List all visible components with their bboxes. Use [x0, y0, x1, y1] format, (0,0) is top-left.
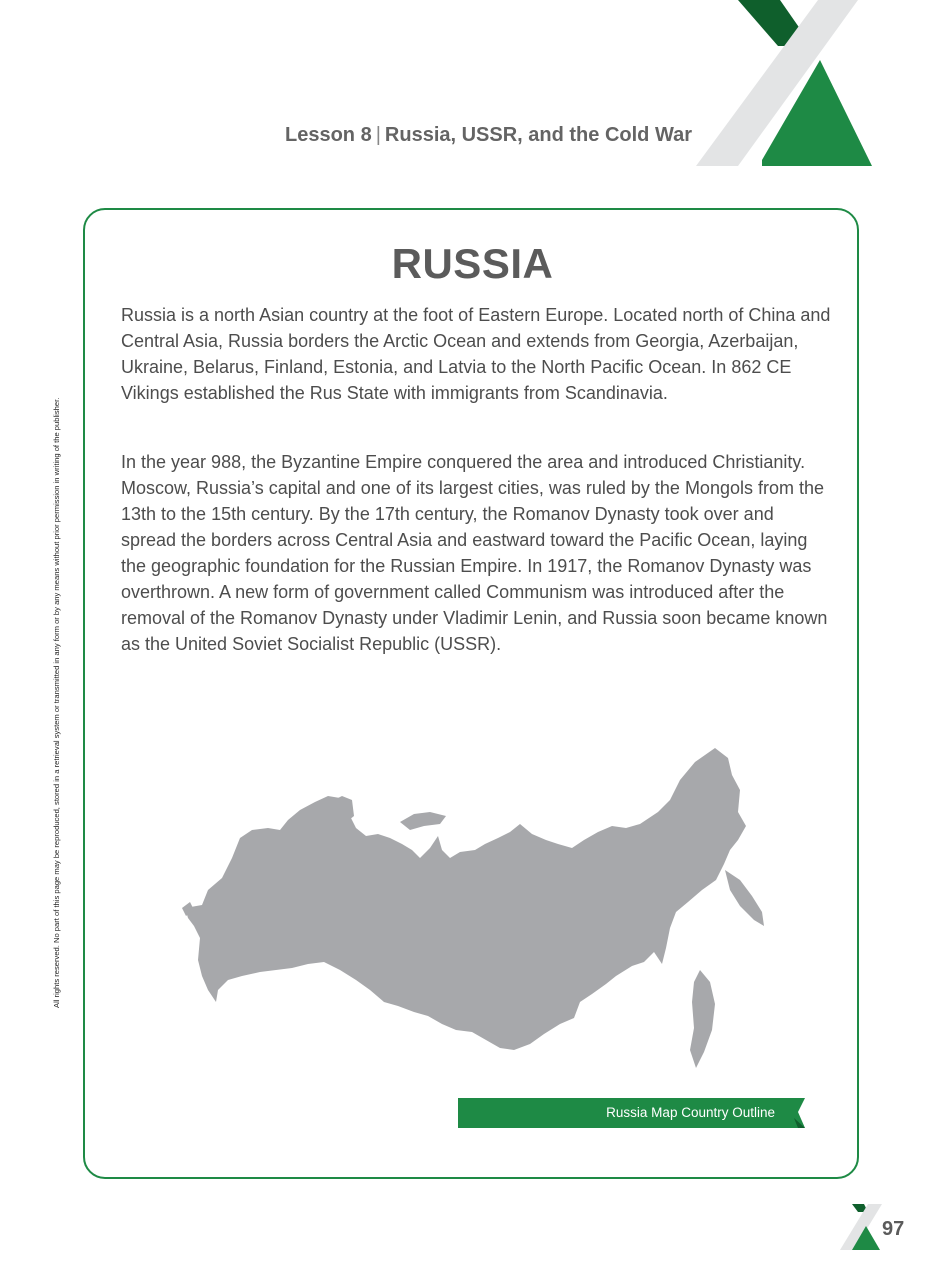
russia-map	[180, 740, 770, 1070]
paragraph-intro: Russia is a north Asian country at the foot of Eastern Europe. Located north of China and Central Asia, Russia borders the Arctic Ocean and extends from Georgia, Azerbaijan, Ukraine, Belarus, Finland, Estonia, and Latvia to the North Pacific Ocean. In 862 CE Vikings established the Rus State with immigrants from Scandinavia.	[121, 305, 831, 403]
page-logo-icon	[838, 1204, 886, 1252]
map-caption: Russia Map Country Outline	[606, 1105, 775, 1120]
paragraph-history: In the year 988, the Byzantine Empire conquered the area and introduced Christianity. Moscow, Russia’s capital and one of its largest cities, was ruled by the Mongols from the 13th to the 15th century. By the 17th century, the Romanov Dynasty took over and spread the borders across Central Asia and eastward toward the Pacific Ocean, laying the geographic foundation for the Russian Empire. In 1917, the Romanov Dynasty was overthrown. A new form of government called Communism was introduced after the removal of the Romanov Dynasty under Vladimir Lenin, and Russia soon became known as the United Soviet Socialist Republic (USSR).	[121, 452, 828, 654]
page-title: RUSSIA	[391, 240, 554, 287]
map-caption-banner	[458, 1098, 805, 1128]
lesson-label: Lesson 8	[285, 124, 372, 146]
page-number: 97	[882, 1218, 905, 1240]
lesson-header	[285, 124, 692, 147]
lesson-title: Russia, USSR, and the Cold War	[384, 124, 692, 146]
brand-logo	[690, 0, 880, 170]
copyright-notice: All rights reserved. No part of this page may be reproduced, stored in a retrieval system or transmitted in any form or by any means without prior permission in writing of the publisher.	[52, 397, 61, 1008]
header-separator: |	[375, 124, 381, 146]
